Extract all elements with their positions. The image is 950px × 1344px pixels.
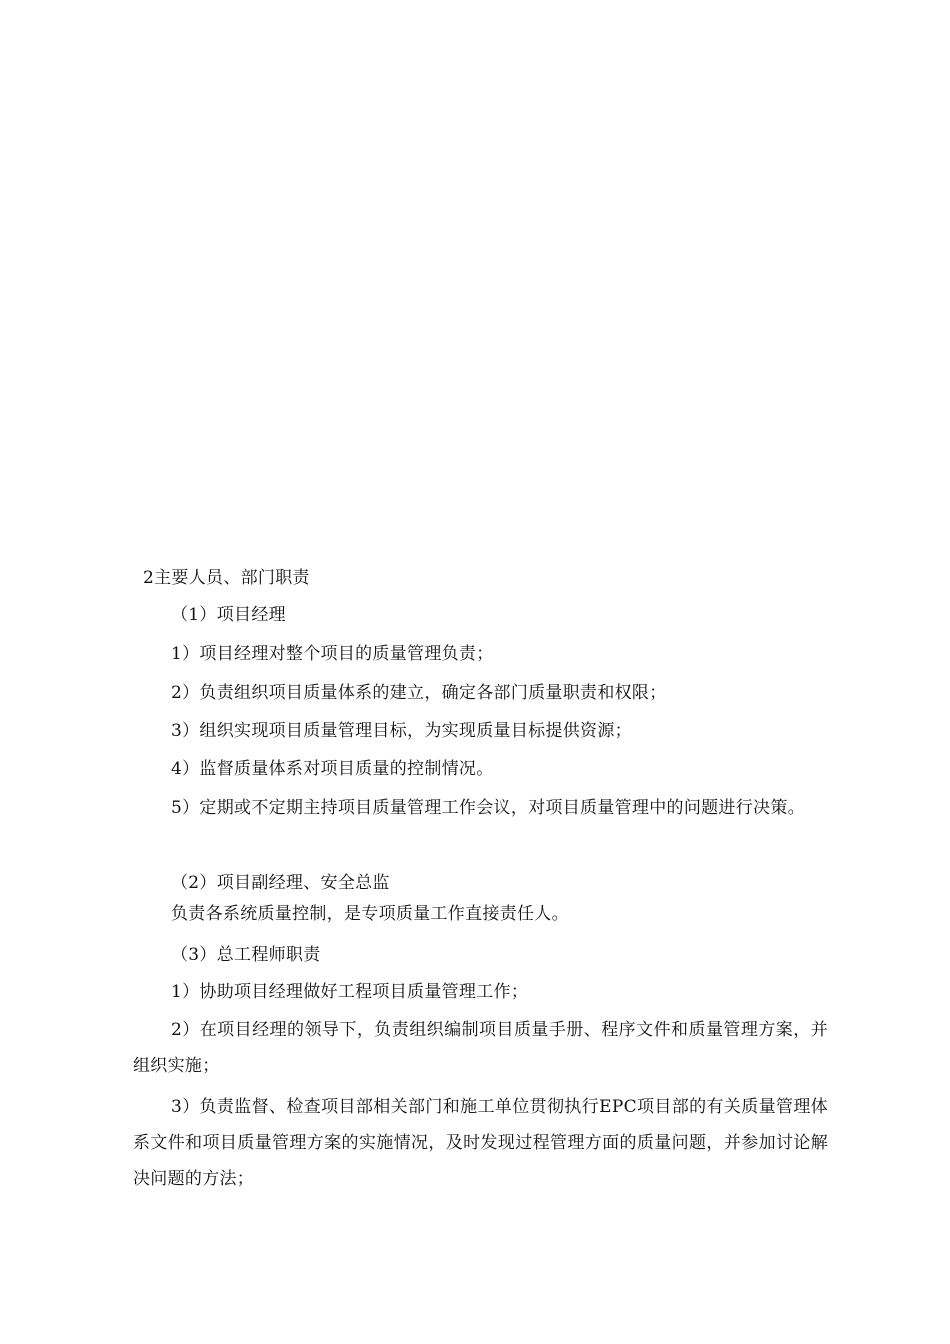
section-heading: 2主要人员、部门职责 [143,568,310,588]
pm-item-1: 1）项目经理对整个项目的质量管理负责； [171,644,494,664]
pm-item-3: 3）组织实现项目质量管理目标，为实现质量目标提供资源； [171,721,632,741]
pm-item-4: 4）监督质量体系对项目质量的控制情况。 [171,759,494,779]
deputy-body: 负责各系统质量控制，是专项质量工作直接责任人。 [171,904,569,924]
pm-item-5: 5）定期或不定期主持项目质量管理工作会议，对项目质量管理中的问题进行决策。 [171,798,805,818]
pm-item-2: 2）负责组织项目质量体系的建立，确定各部门质量职责和权限； [171,683,667,703]
chief-engineer-item-2: 2）在项目经理的领导下，负责组织编制项目质量手册、程序文件和质量管理方案，并组织实施； [133,1020,828,1076]
chief-engineer-heading: （3）总工程师职责 [171,945,321,965]
pm-heading: （1）项目经理 [171,605,286,625]
deputy-heading: （2）项目副经理、安全总监 [171,873,390,893]
chief-engineer-item-1: 1）协助项目经理做好工程项目质量管理工作； [171,982,529,1002]
chief-engineer-item-3: 3）负责监督、检查项目部相关部门和施工单位贯彻执行EPC项目部的有关质量管理体系文件和项目质量管理方案的实施情况，及时发现过程管理方面的质量问题，并参加讨论解决问题的方法； [133,1097,828,1189]
